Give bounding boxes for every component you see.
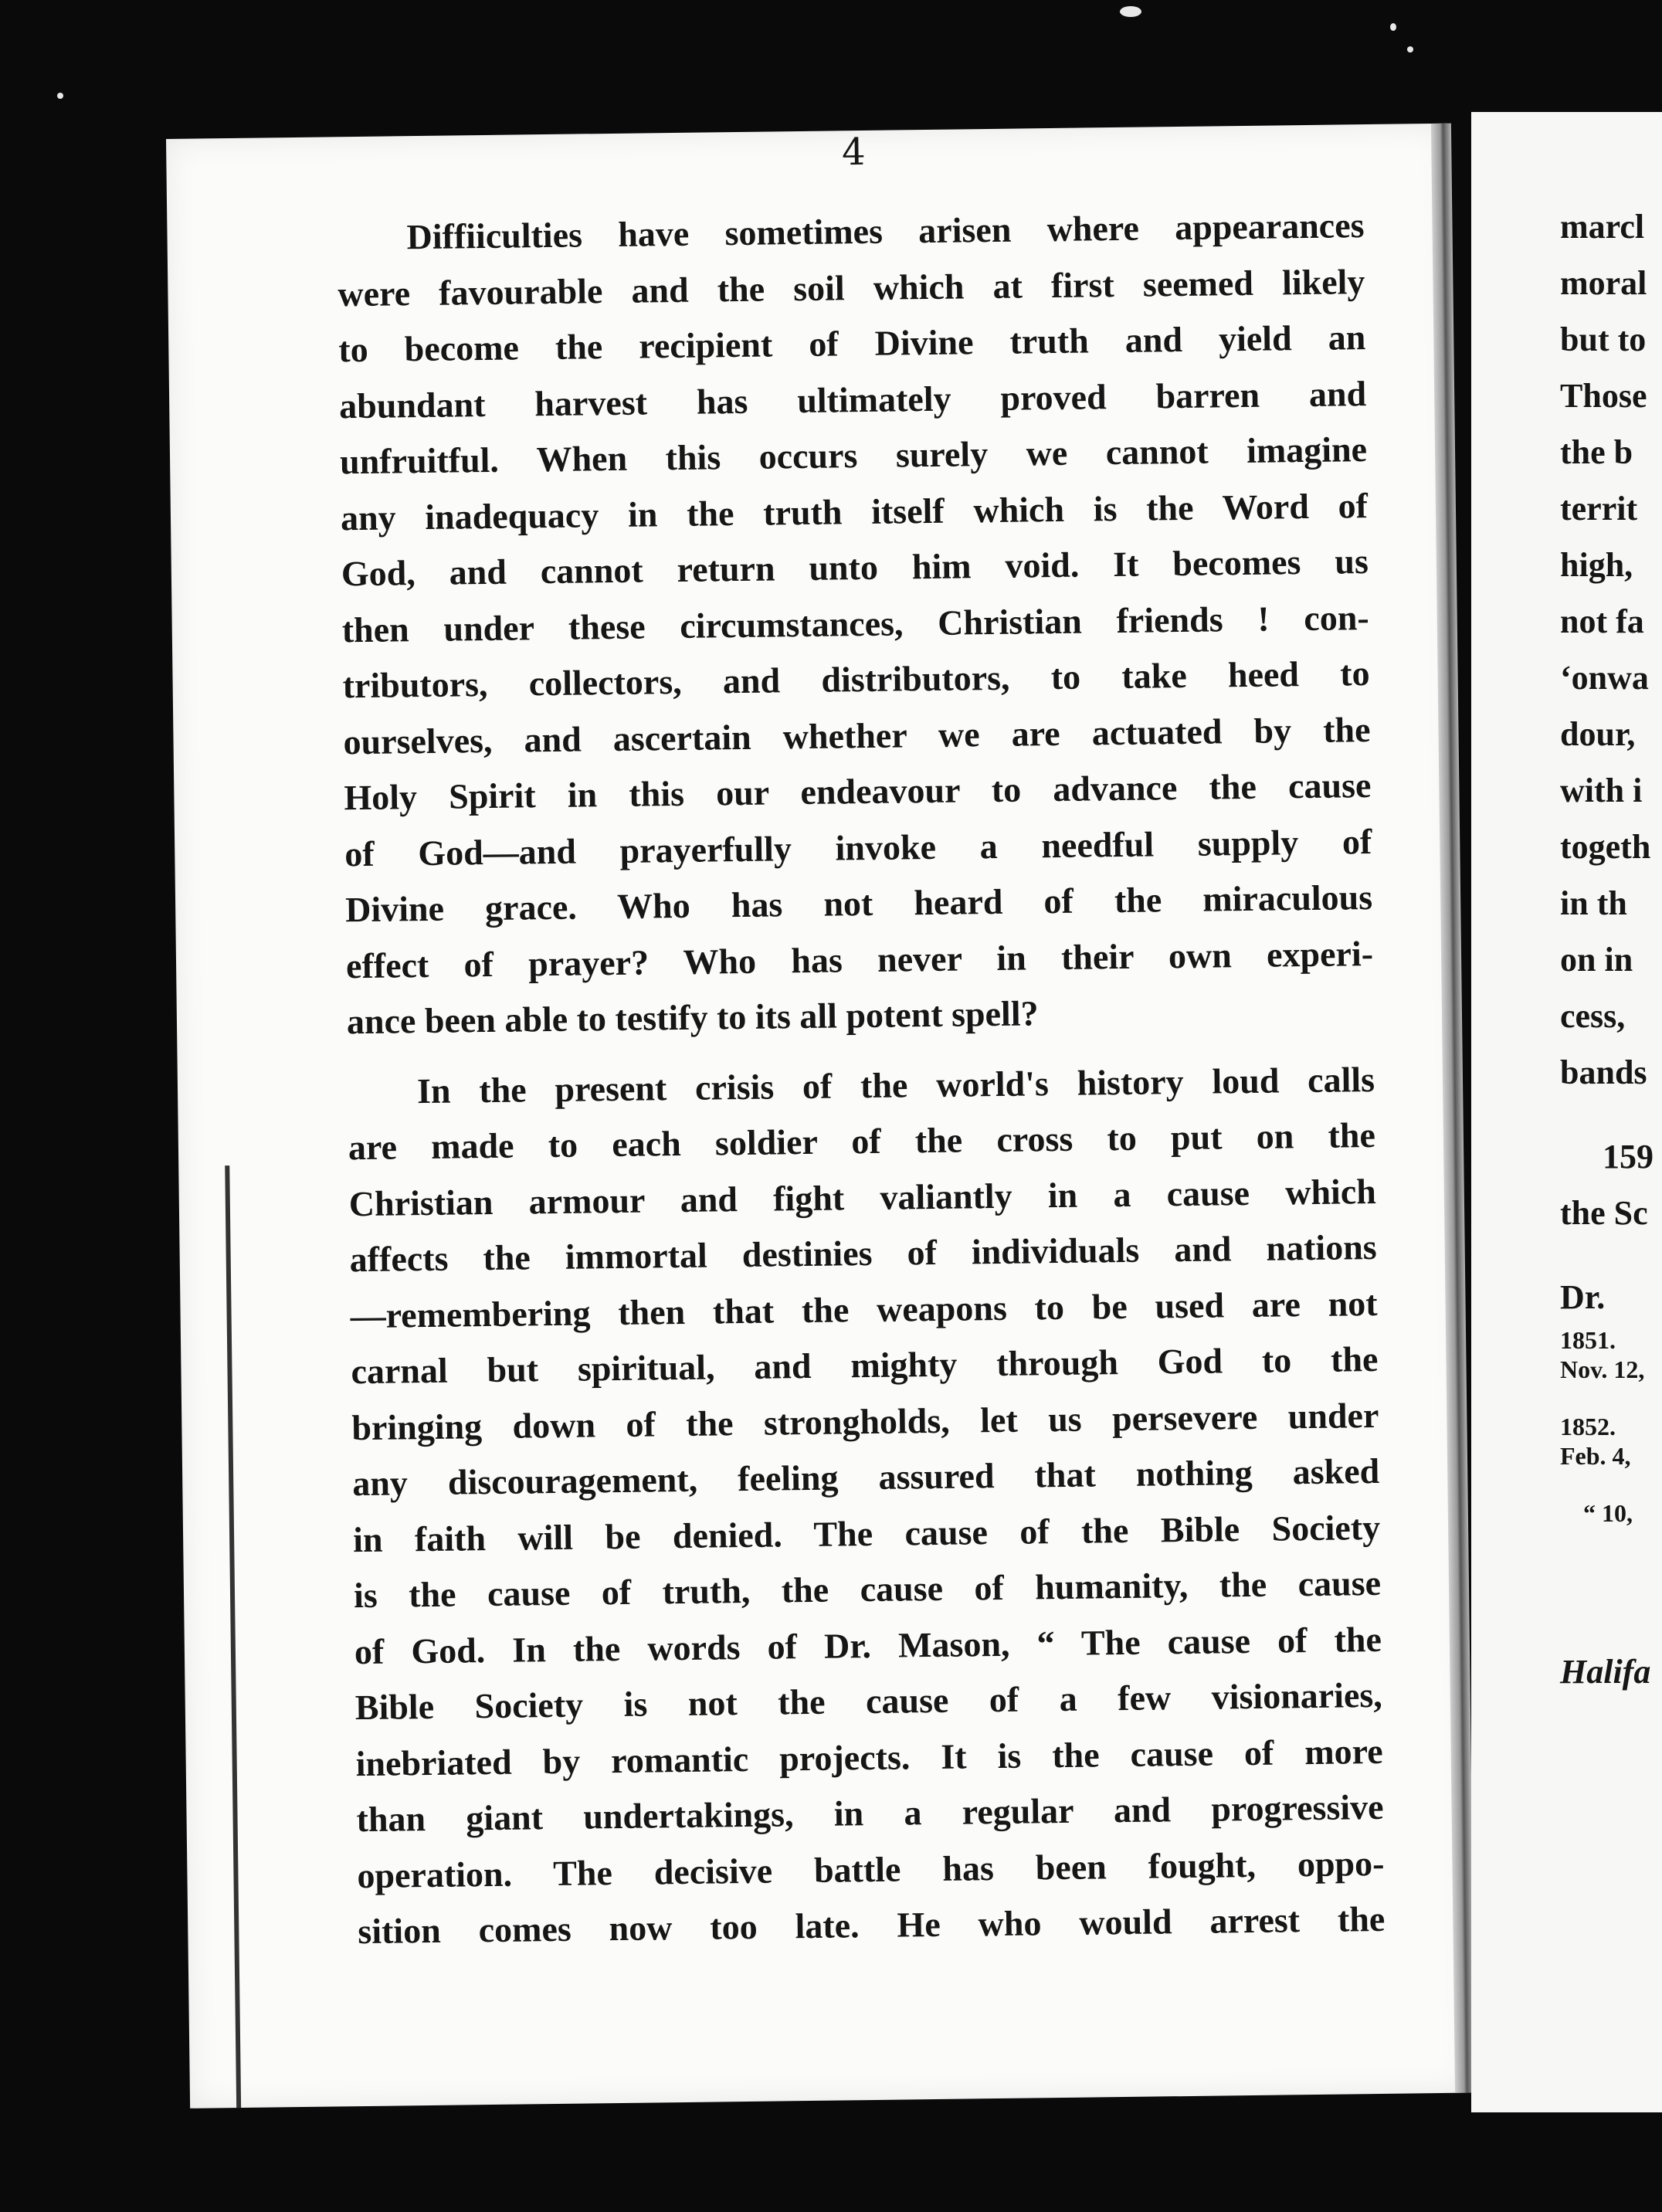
right-text-line: dour, (1560, 715, 1636, 753)
text-line: of God—and prayerfully invoke a needful supply of (344, 821, 1372, 874)
right-text-line: Those (1560, 377, 1647, 415)
text-line: God, and cannot return unto him void. It becomes us (341, 541, 1369, 594)
right-date: Feb. 4, (1560, 1442, 1631, 1470)
text-line: of God. In the words of Dr. Mason, “ The cause of the (354, 1619, 1382, 1671)
text-line: sition comes now too late. He who would arrest the (358, 1898, 1386, 1952)
left-page (166, 124, 1472, 2109)
right-year: 1851. (1560, 1326, 1616, 1354)
right-text-line: ‘onwa (1560, 659, 1649, 697)
text-line: ourselves, and ascertain whether we are actuated by the (343, 709, 1371, 762)
text-line: tributors, collectors, and distributors, to take heed to (342, 653, 1370, 706)
paragraph-1 (337, 198, 1374, 1050)
text-line: In the present crisis of the world's history loud calls (416, 1059, 1375, 1111)
right-date: Nov. 12, (1560, 1355, 1645, 1383)
right-page-text (1560, 198, 1662, 1700)
scan-speck (1407, 46, 1413, 53)
right-text-line: but to (1560, 321, 1647, 358)
text-line: is the cause of truth, the cause of humanity, the cause (353, 1562, 1382, 1616)
page-edge-shadow (225, 1165, 241, 2108)
text-line: —remembering then that the weapons to be used are not (350, 1283, 1378, 1335)
text-line: Divine grace. Who has not heard of the miraculous (344, 877, 1373, 930)
text-line: Holy Spirit in this our endeavour to advance the cause (344, 765, 1372, 818)
text-line: then under these circumstances, Christian friends ! con- (341, 597, 1369, 650)
right-year: 1852. (1560, 1413, 1616, 1440)
book-gutter (1431, 124, 1475, 2093)
right-gap (1560, 1101, 1662, 1128)
text-line: than giant undertakings, in a regular and progressive (356, 1786, 1384, 1840)
text-line: effect of prayer? Who has never in their own experi- (345, 933, 1374, 986)
text-line: Christian armour and fight valiantly in a cause which (348, 1171, 1377, 1223)
right-text-line: bands (1560, 1053, 1647, 1091)
text-line: inebriated by romantic projects. It is the cause of more (355, 1731, 1383, 1783)
text-line: operation. The decisive battle has been fought, oppo- (357, 1843, 1385, 1895)
right-text-line: 159 (1603, 1138, 1654, 1176)
text-line: any inadequacy in the truth itself which is the Word of (340, 485, 1369, 538)
right-text-line: with i (1560, 772, 1643, 809)
text-line: Bible Society is not the cause of a few visionaries, (354, 1674, 1383, 1728)
text-line: to become the recipient of Divine truth and yield an (338, 317, 1366, 370)
text-line: bringing down of the strongholds, let us persevere under (351, 1395, 1379, 1447)
page-number: 4 (841, 130, 866, 175)
right-gap (1560, 1471, 1662, 1498)
text-line: in faith will be denied. The cause of the Bible Society (352, 1507, 1381, 1559)
right-date: “ 10, (1583, 1499, 1633, 1527)
text-line: carnal but spiritual, and mighty through God to the (351, 1338, 1379, 1392)
right-text-line: on in (1560, 941, 1633, 979)
right-text-line: in th (1560, 884, 1627, 922)
text-line: any discouragement, feeling assured that nothing asked (351, 1450, 1380, 1504)
scan-speck (1390, 23, 1396, 31)
right-text-line: togeth (1560, 828, 1651, 866)
text-line: unfruitful. When this occurs surely we cannot imagine (339, 429, 1368, 482)
right-text-line: moral (1560, 264, 1647, 302)
right-text-line: marcl (1560, 208, 1645, 246)
right-text-line: the b (1560, 433, 1633, 471)
text-line: Diffiiculties have sometimes arisen where appearances (406, 205, 1365, 257)
right-place: Halifa (1560, 1653, 1651, 1691)
text-line: ance been able to testify to its all potent spell? (346, 993, 1039, 1042)
right-gap (1560, 1528, 1662, 1644)
text-line: were favourable and the soil which at first seemed likely (337, 261, 1365, 314)
scan-speck (57, 93, 63, 99)
right-text-line: high, (1560, 546, 1633, 584)
right-text-line: not fa (1560, 602, 1644, 640)
scan-speck (1120, 6, 1141, 17)
text-line: are made to each soldier of the cross to put on the (348, 1114, 1376, 1168)
right-text-line: cess, (1560, 997, 1626, 1035)
right-page-fragment (1471, 112, 1662, 2112)
right-dr-label: Dr. (1560, 1278, 1606, 1316)
right-text-line: territ (1560, 490, 1638, 528)
text-line: affects the immortal destinies of individuals and nations (349, 1226, 1377, 1280)
text-line: abundant harvest has ultimately proved barren and (338, 373, 1367, 426)
right-gap (1560, 1241, 1662, 1269)
right-gap (1560, 1384, 1662, 1412)
paragraph-2 (348, 1051, 1386, 1959)
body-text (337, 198, 1386, 1960)
right-text-line: the Sc (1560, 1194, 1648, 1232)
